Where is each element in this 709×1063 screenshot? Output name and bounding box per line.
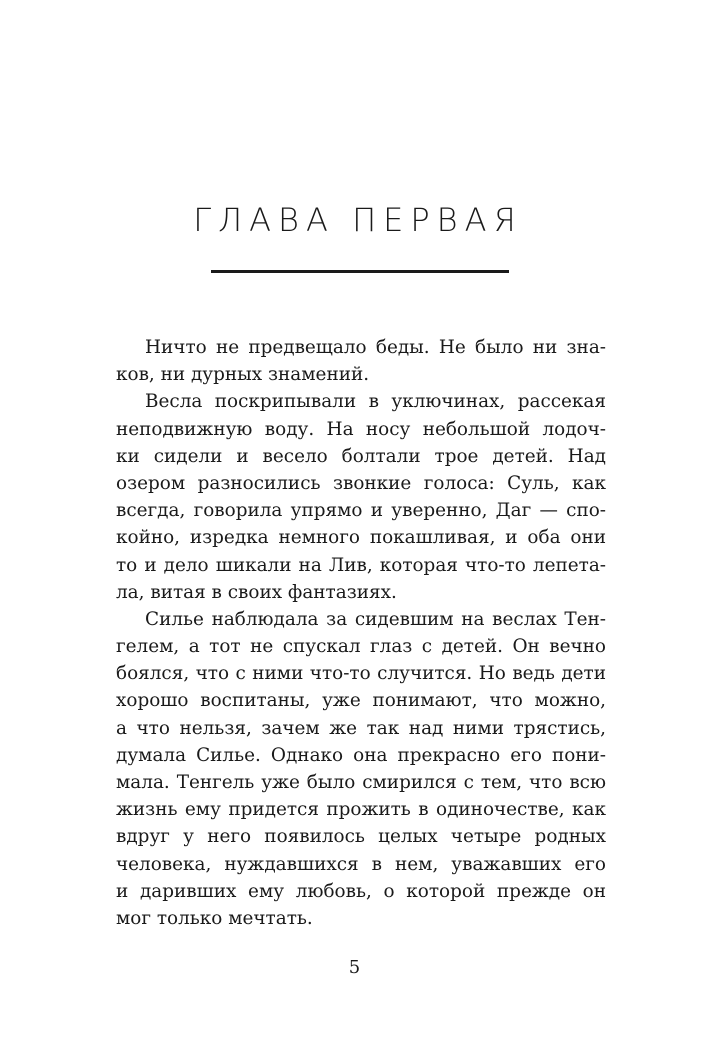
chapter-title: ГЛАВА ПЕРВАЯ	[193, 201, 523, 239]
text-line: то и дело шикали на Лив, которая что-то лепета-	[116, 554, 606, 576]
text-line: койно, изредка немного покашливая, и оба они	[116, 527, 606, 549]
text-line: ков, ни дурных знамений.	[116, 364, 370, 386]
text-line: Ничто не предвещало беды. Не было ни зна-	[145, 337, 606, 358]
text-line: думала Силье. Однако она прекрасно его пони-	[116, 744, 606, 766]
text-line: а что нельзя, зачем же так над ними трястись,	[116, 717, 606, 739]
text-line: ла, витая в своих фантазиях.	[116, 581, 397, 603]
title-underline-rule	[211, 270, 509, 273]
text-line: мог только мечтать.	[116, 907, 313, 929]
text-line: боялся, что с ними что-то случится. Но ведь дети	[116, 663, 606, 685]
text-line: и даривших ему любовь, о которой прежде он	[116, 880, 606, 902]
text-line: озером разносились звонкие голоса: Суль, как	[116, 472, 606, 494]
text-line: вдруг у него появилось целых четыре родных	[116, 826, 606, 848]
text-line: всегда, говорила упрямо и уверенно, Даг — спо-	[116, 500, 606, 522]
page-number: 5	[348, 957, 361, 978]
text-line: человека, нуждавшихся в нем, уважавших его	[116, 853, 606, 875]
text-line: хорошо воспитаны, уже понимают, что можно,	[116, 690, 606, 712]
text-line: Весла поскрипывали в уключинах, рассекая	[145, 391, 606, 413]
text-line: ки сидели и весело болтали трое детей. Над	[116, 445, 606, 467]
text-line: неподвижную воду. На носу небольшой лодоч-	[116, 418, 606, 440]
body-text	[116, 334, 606, 932]
text-line: гелем, а тот не спускал глаз с детей. Он вечно	[116, 636, 606, 658]
text-line: мала. Тенгель уже было смирился с тем, что всю	[116, 772, 606, 793]
text-line: Силье наблюдала за сидевшим на веслах Тен-	[145, 608, 606, 630]
text-line: жизнь ему придется прожить в одиночестве, как	[116, 799, 606, 821]
